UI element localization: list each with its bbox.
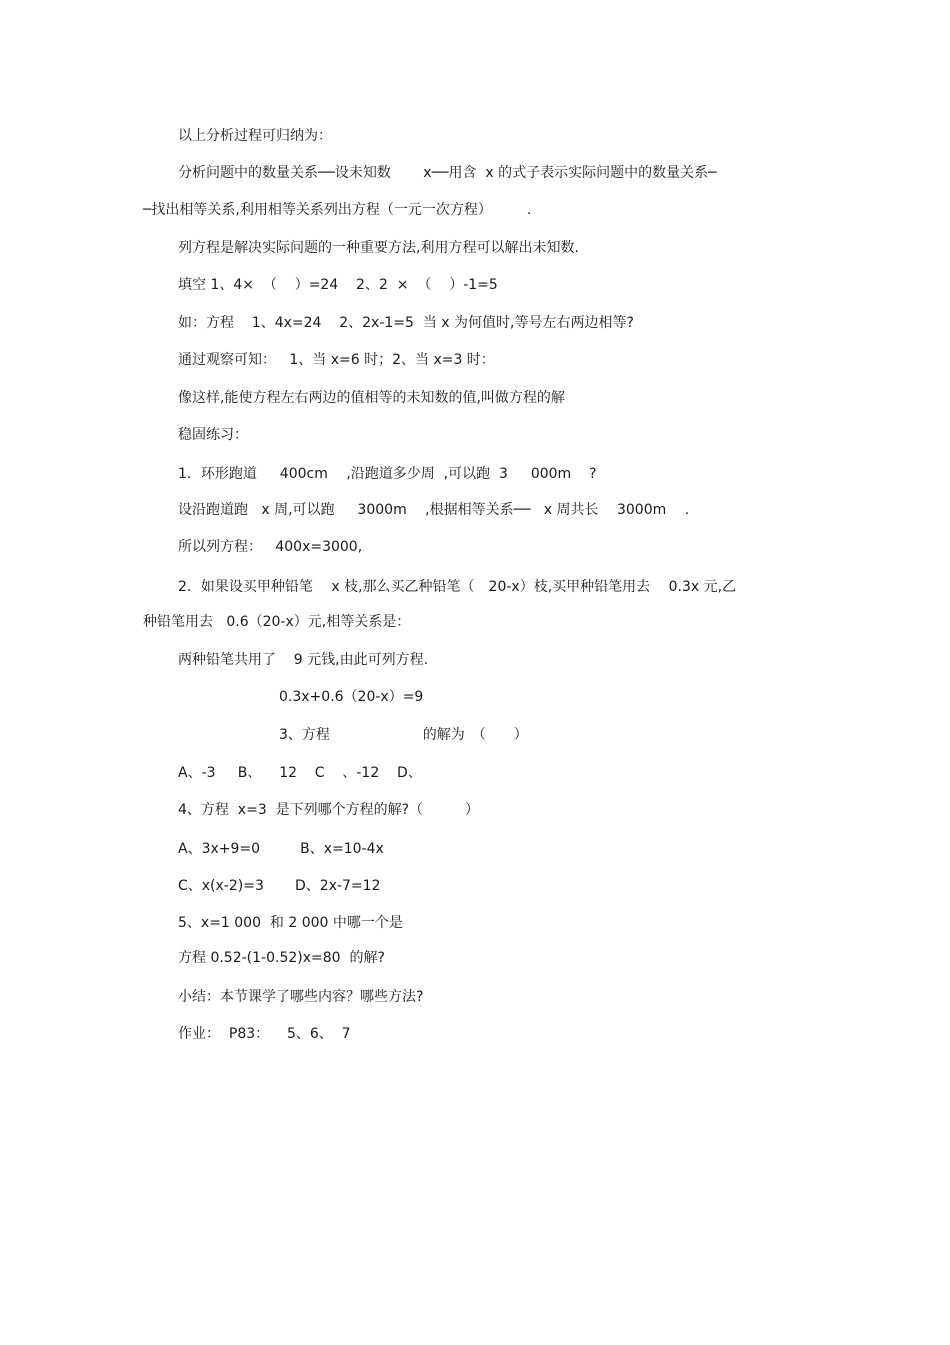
exercise-2-equation: 0.3x+0.6（20-x）=9 [279, 689, 424, 705]
exercise-4-question: 4、方程 x=3 是下列哪个方程的解?（ ） [178, 802, 480, 818]
equation-example: 如：方程 1、4x=24 2、2x-1=5 当 x 为何值时,等号左右两边相等? [178, 315, 634, 331]
exercise-2-line-1: 2．如果设买甲种铅笔 x 枝,那么买乙种铅笔（ 20-x）枝,买甲种铅笔用去 0.3x 元,乙 [178, 579, 737, 595]
analysis-step-line-2: ─找出相等关系,利用相等关系列出方程（一元一次方程） . [143, 202, 532, 218]
observation-line: 通过观察可知： 1、当 x=6 时；2、当 x=3 时： [178, 352, 495, 368]
exercise-1-setup: 设沿跑道跑 x 周,可以跑 3000m ,根据相等关系── x 周共长 3000m . [178, 502, 690, 518]
solution-definition: 像这样,能使方程左右两边的值相等的未知数的值,叫做方程的解 [178, 390, 565, 406]
exercise-2-line-2: 种铅笔用去 0.6（20-x）元,相等关系是： [143, 614, 411, 630]
method-statement: 列方程是解决实际问题的一种重要方法,利用方程可以解出未知数. [178, 240, 579, 256]
practice-heading: 稳固练习： [178, 427, 248, 443]
exercise-5-line-2: 方程 0.52-(1-0.52)x=80 的解? [178, 950, 385, 966]
summary-question: 小结：本节课学了哪些内容？哪些方法? [178, 989, 424, 1005]
homework-line: 作业： P83： 5、6、 7 [178, 1026, 351, 1042]
exercise-5-line-1: 5、x=1 000 和 2 000 中哪一个是 [178, 915, 403, 931]
exercise-4-options-ab: A、3x+9=0 B、x=10-4x [178, 841, 384, 857]
exercise-1-question: 1．环形跑道 400cm ,沿跑道多少周 ,可以跑 3 000m ? [178, 466, 597, 482]
summary-intro: 以上分析过程可归纳为： [178, 128, 332, 144]
exercise-3-question: 3、方程 的解为 （ ） [279, 727, 528, 743]
exercise-2-relation: 两种铅笔共用了 9 元钱,由此可列方程. [178, 652, 429, 668]
exercise-1-equation: 所以列方程： 400x=3000, [178, 539, 363, 555]
analysis-step-line-1: 分析问题中的数量关系──设未知数 x──用含 x 的式子表示实际问题中的数量关系─ [178, 165, 717, 181]
fill-blank-question: 填空 1、4× （ ）=24 2、2 × （ ）-1=5 [178, 277, 498, 293]
exercise-3-options: A、-3 B、 12 C 、-12 D、 [178, 765, 422, 781]
exercise-4-options-cd: C、x(x-2)=3 D、2x-7=12 [178, 878, 381, 894]
